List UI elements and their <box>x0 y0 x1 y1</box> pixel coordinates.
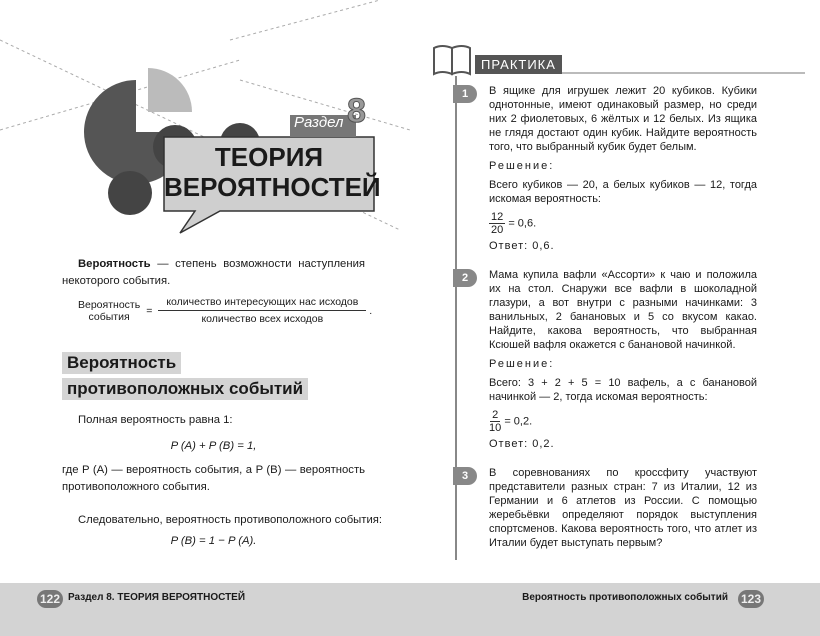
task-2 <box>453 268 757 451</box>
section-heading <box>62 352 308 400</box>
fraction-numerator: 12 <box>491 211 504 223</box>
fraction-result: = 0,2. <box>504 415 533 428</box>
task-1 <box>453 84 757 253</box>
task-text: В соревнованиях по кроссфиту участвуют представители разных стран: 7 из Италии, 12 из Германии и 6 атлетов из России. С помощью жеребьёвки определяют порядок выступления спортсменов. Какова вероятность того, что атлет из Италии будет выступать первым? <box>489 467 757 549</box>
paragraph: Следовательно, вероятность противоположного события: <box>78 514 383 526</box>
formula-lhs: Вероятность <box>78 298 141 311</box>
fraction-denominator: 10 <box>489 422 502 434</box>
task-number-badge: 2 <box>453 269 477 287</box>
solution-text: Всего кубиков — 20, а белых кубиков — 12, тогда искомая вероятность: <box>489 179 757 205</box>
fraction-denominator: 20 <box>491 224 504 236</box>
formula: P (B) = 1 − P (A). <box>170 535 257 547</box>
chapter-number: 8 <box>347 92 366 130</box>
title-line: ТЕОРИЯ <box>214 142 324 172</box>
formula-lhs: события <box>88 310 130 323</box>
definition-paragraph <box>62 256 365 290</box>
pie-light-shape <box>148 68 192 112</box>
answer: Ответ: 0,2. <box>489 438 555 450</box>
solution-label: Решение: <box>489 358 555 370</box>
probability-formula: Вероятность события = $\frac{\text{количество интересующих нас исходов}}{\text{количество всех исходов}}$ . <box>78 296 373 325</box>
page-number-left: 122 <box>37 590 63 608</box>
page-number-right: 123 <box>738 590 764 608</box>
task-number-badge: 3 <box>453 467 477 485</box>
running-title-left: Раздел 8. ТЕОРИЯ ВЕРОЯТНОСТЕЙ <box>68 592 246 603</box>
paragraph: Полная вероятность равна 1: <box>78 414 233 426</box>
practice-tasks <box>453 84 757 550</box>
formula-numerator: количество интересующих нас исходов <box>158 296 366 311</box>
footer-band <box>0 583 820 636</box>
book-icon <box>434 46 470 74</box>
task-text: Мама купила вафли «Ассорти» к чаю и положила их на стол. Снаружи все вафли в шоколадной глазури, а вот внутри с разными начинками: 3 ванильных, 2 банановых и 5 со вкусом какао. Найдите, какова вероятность, что выбранная Ксюшей вафля окажется с банановой начинкой. <box>489 269 757 351</box>
task-text: В ящике для игрушек лежит 20 кубиков. Кубики однотонные, имеют одинаковый размер, но среди них 2 фиолетовых, 6 жёлтых и 12 белых. Из ящика не глядя достают один кубик. Найдите вероятность того, что выбранный кубик будет белым. <box>489 85 757 153</box>
chapter-title <box>164 142 381 202</box>
task-number-badge: 1 <box>453 85 477 103</box>
practice-header: ПРАКТИКА <box>475 55 562 74</box>
solution-text: Всего: 3 + 2 + 5 = 10 вафель, а с банановой начинкой — 2, тогда искомая вероятность: <box>489 377 757 403</box>
definition-text: — степень возможности наступления некоторого события. <box>62 258 365 287</box>
fraction-numerator: 2 <box>492 409 499 421</box>
task-3 <box>453 466 757 550</box>
solution-label: Решение: <box>489 160 555 172</box>
title-line: ВЕРОЯТНОСТЕЙ <box>164 172 381 202</box>
section-heading-line: противоположных событий <box>62 378 308 400</box>
paragraph: где P (A) — вероятность события, а P (B) — вероятность противоположного события. <box>62 464 365 493</box>
running-title-right: Вероятность противоположных событий <box>522 592 728 603</box>
fraction-result: = 0,6. <box>508 217 537 230</box>
formula-denominator: количество всех исходов <box>201 313 324 325</box>
formula: P (A) + P (B) = 1, <box>170 440 257 452</box>
definition-term: Вероятность <box>78 258 151 270</box>
chapter-label: Раздел <box>294 114 344 131</box>
answer: Ответ: 0,6. <box>489 240 555 252</box>
section-heading-line: Вероятность <box>62 352 181 374</box>
